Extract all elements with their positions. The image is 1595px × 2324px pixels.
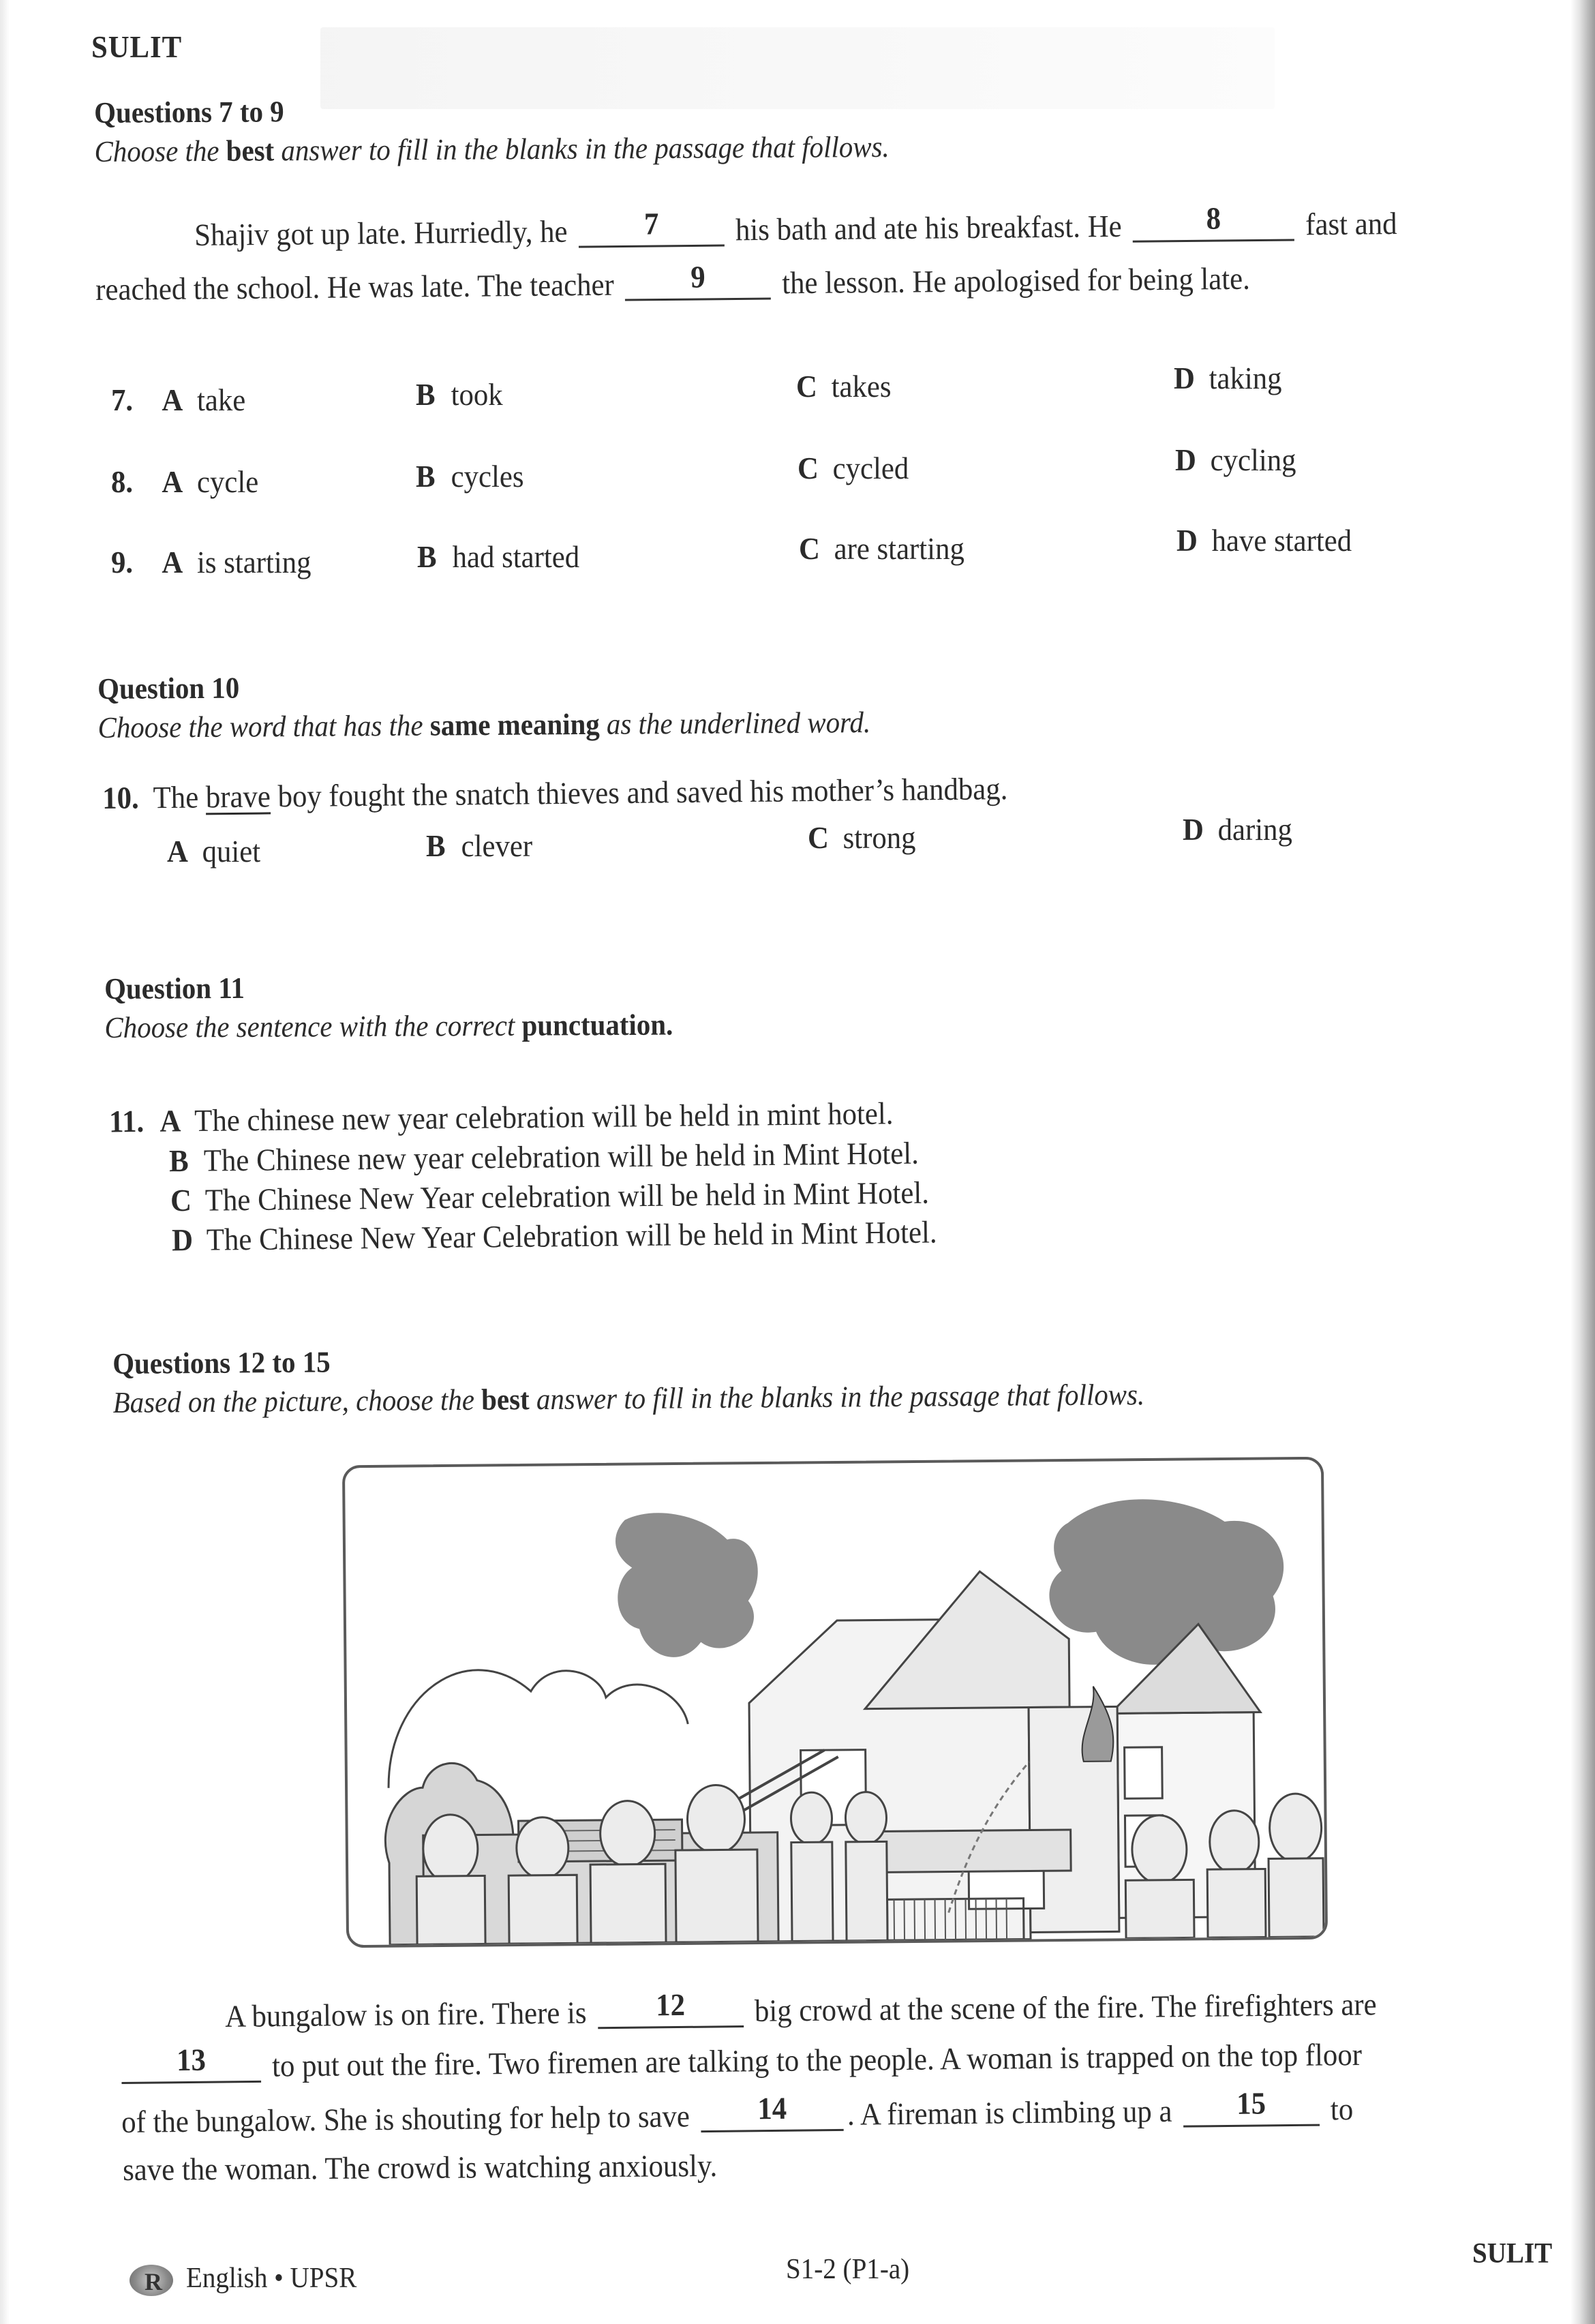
option-11b[interactable]: B The Chinese new year celebration will be held in Mint Hotel. [168, 1135, 920, 1179]
passage-12-15-line-3: of the bungalow. She is shouting for help to save 14 . A fireman is climbing up a 15 to [121, 2085, 1354, 2139]
section-heading: Question 10 [97, 671, 240, 706]
passage-7-9-line-2: reached the school. He was late. The teacher 9 the lesson. He apologised for being late. [95, 259, 1251, 307]
question-8: 8. A cycle [111, 464, 259, 499]
blank-15: 15 [1183, 2094, 1319, 2128]
fire-scene-illustration [342, 1457, 1328, 1948]
passage-7-9-line-1: Shajiv got up late. Hurriedly, he 7 his bath and ate his breakfast. He 8 fast and [194, 200, 1397, 252]
option-8b[interactable]: B cycles [416, 459, 524, 494]
option-11c[interactable]: C The Chinese New Year celebration will be held in Mint Hotel. [170, 1175, 930, 1218]
option-9d[interactable]: D have started [1176, 523, 1352, 558]
section-7-9 [94, 90, 950, 169]
blank-13: 13 [121, 2051, 261, 2084]
book-spine-shadow [1570, 0, 1595, 2324]
option-7c[interactable]: C takes [796, 369, 892, 404]
option-10a[interactable]: A quiet [167, 834, 261, 869]
blank-9: 9 [625, 267, 771, 301]
option-10c[interactable]: C strong [808, 820, 916, 855]
passage-12-15-line-1: A bungalow is on fire. There is 12 big crowd at the scene of the fire. The firefighters are [224, 1987, 1377, 2034]
question-9: 9. A is starting [111, 545, 312, 579]
section-instruction: Choose the word that has the same meaning as the underlined word. [97, 706, 871, 744]
question-7: 7. A take [111, 382, 246, 417]
option-10b[interactable]: B clever [426, 828, 533, 863]
footer-classification: SULIT [1472, 2238, 1553, 2269]
passage-12-15-line-4: save the woman. The crowd is watching anxiously. [122, 2147, 718, 2187]
blank-7: 7 [579, 215, 725, 248]
section-heading: Question 11 [104, 971, 245, 1006]
blank-14: 14 [701, 2099, 844, 2132]
section-12-15 [112, 1338, 1222, 1420]
section-heading: Questions 12 to 15 [112, 1345, 331, 1380]
question-10-stem: 10. The brave boy fought the snatch thieves and saved his mother’s handbag. [102, 771, 1008, 815]
option-7b[interactable]: B took [416, 377, 503, 412]
fire-scene-drawing [345, 1460, 1325, 1945]
publisher-logo-icon [130, 2265, 173, 2296]
option-9c[interactable]: C are starting [799, 531, 964, 566]
option-9b[interactable]: B had started [417, 539, 580, 574]
option-8c[interactable]: C cycled [798, 451, 909, 485]
footer-page-code: S1-2 (P1-a) [786, 2254, 910, 2285]
option-10d[interactable]: D daring [1183, 812, 1292, 847]
option-8d[interactable]: D cycling [1175, 442, 1296, 477]
classification-header: SULIT [91, 29, 183, 64]
underlined-word: brave [205, 779, 271, 815]
section-instruction: Based on the picture, choose the best answer to fill in the blanks in the passage that follows. [112, 1378, 1145, 1419]
scan-left-edge [0, 0, 10, 2324]
section-10 [97, 665, 929, 745]
blank-8: 8 [1133, 209, 1295, 243]
section-instruction: Choose the best answer to fill in the blanks in the passage that follows. [94, 130, 890, 168]
blank-12: 12 [598, 1995, 744, 2029]
section-11 [104, 968, 716, 1045]
section-heading: Questions 7 to 9 [94, 95, 284, 130]
section-instruction: Choose the sentence with the correct punctuation. [104, 1008, 673, 1044]
option-11a[interactable]: 11. A The chinese new year celebration will be held in mint hotel. [108, 1096, 894, 1139]
passage-12-15-line-2: 13 to put out the fire. Two firemen are talking to the people. A woman is trapped on the top floor [121, 2038, 1455, 2084]
option-7d[interactable]: D taking [1174, 361, 1282, 395]
footer-publisher: R English • UPSR [130, 2262, 369, 2296]
option-11d[interactable]: D The Chinese New Year Celebration will be held in Mint Hotel. [171, 1214, 937, 1258]
